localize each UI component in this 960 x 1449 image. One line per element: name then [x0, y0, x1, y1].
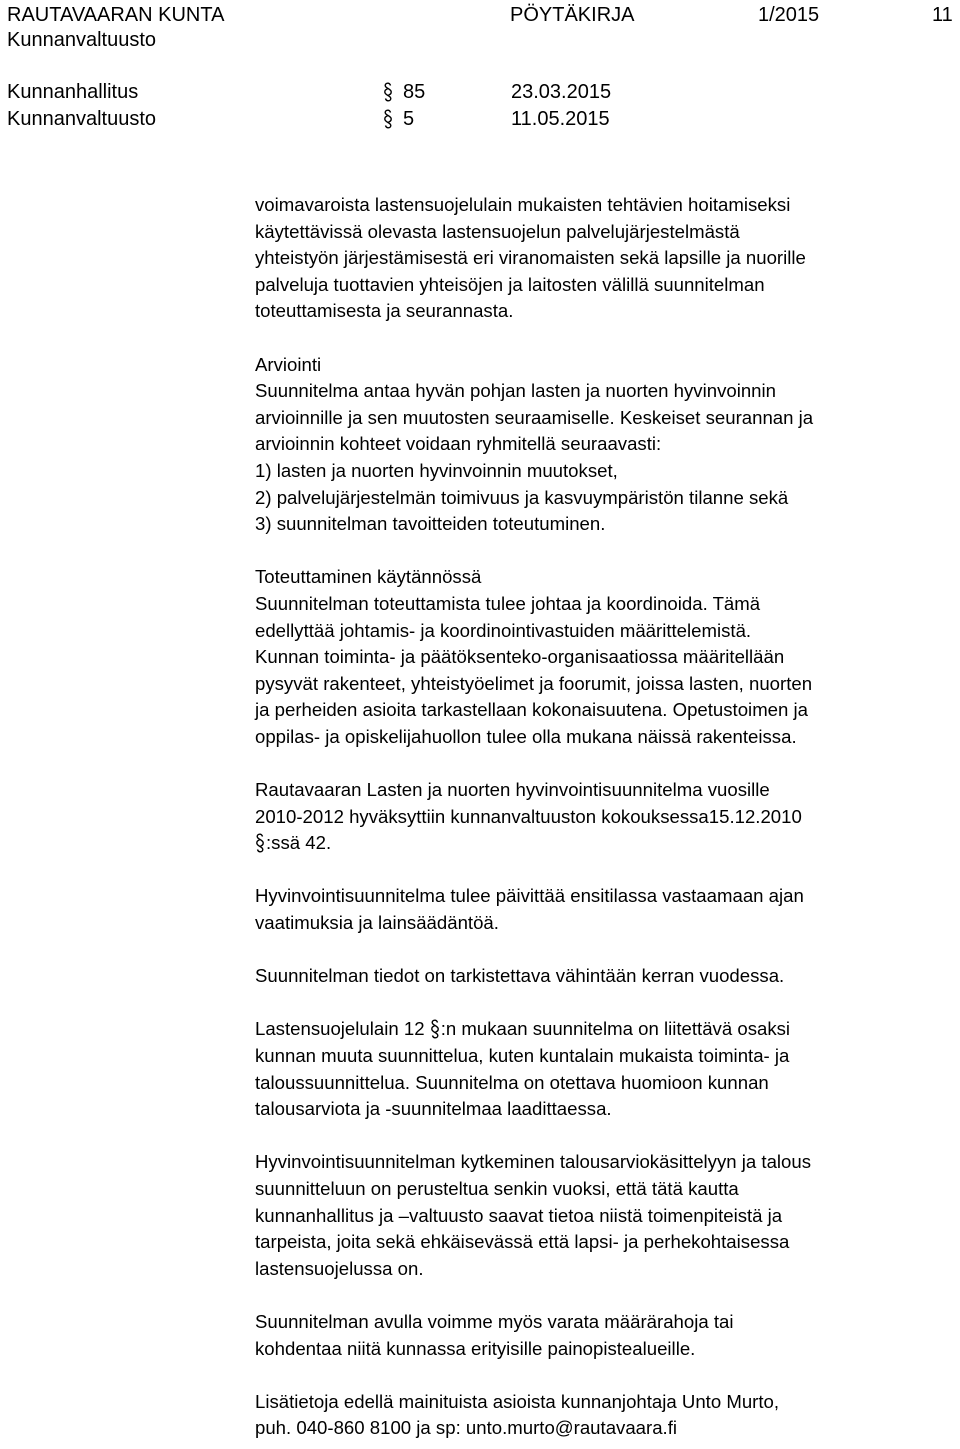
paragraph	[255, 192, 955, 325]
paragraph	[255, 963, 955, 990]
paragraph-spacer	[255, 990, 955, 1017]
paragraph	[255, 1016, 955, 1122]
text-line: taloussuunnittelua. Suunnitelma on otettava huomioon kunnan	[255, 1071, 769, 1093]
document-number: 1/2015	[758, 4, 820, 26]
paragraph	[255, 1309, 955, 1362]
text-line: arvioinnin kohteet voidaan ryhmitellä seuraavasti:	[255, 433, 662, 455]
municipality-name: RAUTAVAARAN KUNTA	[7, 4, 225, 26]
text-line: lastensuojelussa on.	[255, 1257, 424, 1279]
paragraph-spacer	[255, 1123, 955, 1150]
paragraph-spacer	[255, 325, 955, 352]
text-line: pysyvät rakenteet, yhteistyöelimet ja foorumit, joissa lasten, nuorten	[255, 672, 813, 694]
section-sign-icon	[430, 1019, 440, 1039]
text-line: kohdentaa niitä kunnassa erityisille painopistealueille.	[255, 1337, 696, 1359]
text-line: kunnan muuta suunnittelua, kuten kuntalain mukaista toiminta- ja	[255, 1045, 790, 1066]
text-line: Lastensuojelulain 12 :n mukaan suunnitelma on liitettävä osaksi	[255, 1018, 791, 1040]
section-number: 5	[403, 108, 415, 130]
text-line: palveluja tuottavien yhteisöjen ja laitosten välillä suunnitelman	[255, 273, 765, 295]
text-line: 2010-2012 hyväksyttiin kunnanvaltuuston kokouksessa15.12.2010	[255, 805, 802, 827]
meeting-row-1-body: Kunnanhallitus	[7, 81, 139, 103]
text-line: vaatimuksia ja lainsäädäntöä.	[255, 912, 499, 934]
paragraph	[255, 564, 955, 750]
paragraph	[255, 777, 955, 857]
text-line: :ssä 42.	[255, 830, 955, 857]
paragraph-spacer	[255, 937, 955, 964]
paragraph-spacer	[255, 1362, 955, 1389]
section-sign-icon	[255, 833, 265, 853]
text-line: Kunnan toiminta- ja päätöksenteko-organisaatiossa määritellään	[255, 646, 785, 668]
meeting-row-2-date: 11.05.2015	[511, 108, 610, 130]
paragraph-spacer	[255, 750, 955, 777]
text-line: edellyttää johtamis- ja koordinointivastuiden määrittelemistä.	[255, 619, 752, 641]
section-number: 85	[403, 81, 426, 103]
text-line: Lisätietoja edellä mainituista asioista kunnanjohtaja Unto Murto,	[255, 1390, 780, 1412]
text-line: Suunnitelma antaa hyvän pohjan lasten ja nuorten hyvinvoinnin	[255, 380, 776, 402]
section-sign-icon	[383, 82, 393, 102]
text-line: Rautavaaran Lasten ja nuorten hyvinvointisuunnitelma vuosille	[255, 779, 770, 801]
text-line: Arviointi	[255, 353, 322, 375]
paragraph	[255, 352, 955, 538]
meeting-row-2-body: Kunnanvaltuusto	[7, 108, 157, 130]
section-sign-icon	[383, 109, 393, 129]
council-name: Kunnanvaltuusto	[7, 29, 157, 51]
paragraph-spacer	[255, 1282, 955, 1309]
text-line: Toteuttaminen käytännössä	[255, 566, 482, 588]
text-line: puh. 040-860 8100 ja sp: unto.murto@rautavaara.fi	[255, 1417, 678, 1439]
text-line: talousarviota ja -suunnitelmaa laadittaessa.	[255, 1098, 612, 1120]
text-line: 2) palvelujärjestelmän toimivuus ja kasvuympäristön tilanne sekä	[255, 486, 789, 508]
text-line: arvioinnille ja sen muutosten seuraamiselle. Keskeiset seurannan ja	[255, 406, 814, 428]
text-line: Hyvinvointisuunnitelman kytkeminen talousarviokäsittelyyn ja talous	[255, 1151, 812, 1173]
document-type: PÖYTÄKIRJA	[510, 4, 635, 26]
paragraph-spacer	[255, 538, 955, 565]
document-body	[255, 192, 955, 1442]
text-line: käytettävissä olevasta lastensuojelun palvelujärjestelmästä	[255, 220, 740, 242]
paragraph	[255, 883, 955, 936]
text-line: Hyvinvointisuunnitelma tulee päivittää ensitilassa vastaamaan ajan	[255, 885, 804, 907]
text-line: 1) lasten ja nuorten hyvinvoinnin muutokset,	[255, 459, 618, 481]
text-line: Suunnitelman avulla voimme myös varata määrärahoja tai	[255, 1310, 734, 1332]
text-line: yhteistyön järjestämisestä eri viranomaisten sekä lapsille ja nuorille	[255, 247, 806, 269]
page-number: 11	[932, 4, 953, 26]
text-line: Suunnitelman tiedot on tarkistettava vähintään kerran vuodessa.	[255, 965, 785, 987]
paragraph-spacer	[255, 857, 955, 884]
paragraph	[255, 1149, 955, 1282]
paragraph	[255, 1389, 955, 1442]
text-line: toteuttamisesta ja seurannasta.	[255, 300, 514, 322]
text-line: oppilas- ja opiskelijahuollon tulee olla mukana näissä rakenteissa.	[255, 725, 797, 747]
text-line: kunnanhallitus ja –valtuusto saavat tietoa niistä toimenpiteistä ja	[255, 1204, 783, 1226]
text-line: voimavaroista lastensuojelulain mukaisten tehtävien hoitamiseksi	[255, 194, 791, 215]
text-line: tarpeista, joita sekä ehkäisevässä että lapsi- ja perhekohtaisessa	[255, 1231, 790, 1253]
text-line: ja perheiden asioita tarkastellaan kokonaisuutena. Opetustoimen ja	[255, 699, 809, 721]
text-line: Suunnitelman toteuttamista tulee johtaa ja koordinoida. Tämä	[255, 592, 761, 614]
text-line: 3) suunnitelman tavoitteiden toteutuminen.	[255, 513, 606, 535]
text-line: suunnitteluun on perusteltua senkin vuoksi, että tätä kautta	[255, 1177, 739, 1199]
meeting-row-1-date: 23.03.2015	[511, 81, 612, 103]
